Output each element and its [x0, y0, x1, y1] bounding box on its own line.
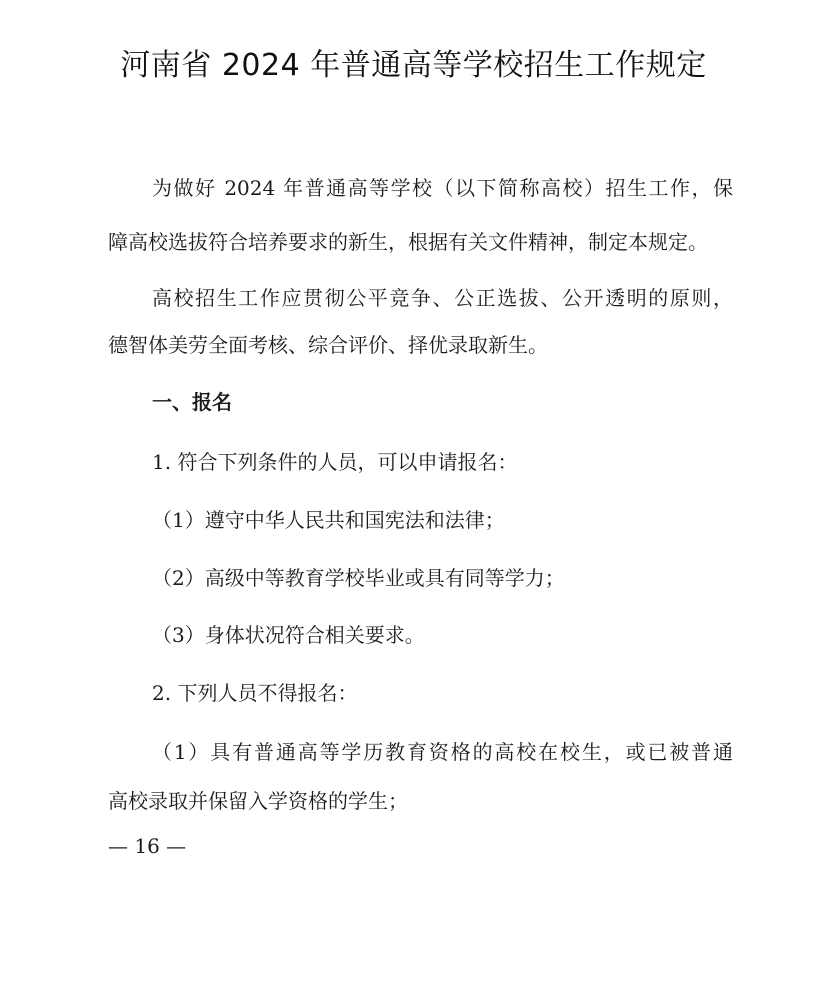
intro-line-1: 为做好 2024 年普通高等学校（以下简称高校）招生工作，保 — [152, 176, 733, 200]
page-number: — 16 — — [108, 834, 187, 858]
principle-line-2: 德智体美劳全面考核、综合评价、择优录取新生。 — [108, 333, 548, 357]
intro-line-2: 障高校选拔符合培养要求的新生，根据有关文件精神，制定本规定。 — [108, 230, 708, 254]
condition-item-3: （3）身体状况符合相关要求。 — [152, 623, 425, 647]
exclusion-item: 2. 下列人员不得报名： — [152, 681, 358, 705]
eligibility-item: 1. 符合下列条件的人员，可以申请报名： — [152, 450, 518, 474]
page-title: 河南省 2024 年普通高等学校招生工作规定 — [120, 48, 707, 83]
condition-item-1: （1）遵守中华人民共和国宪法和法律； — [152, 508, 505, 532]
condition-item-2: （2）高级中等教育学校毕业或具有同等学力； — [152, 566, 565, 590]
exclusion-line-1: （1）具有普通高等学历教育资格的高校在校生，或已被普通 — [152, 740, 733, 764]
exclusion-line-2: 高校录取并保留入学资格的学生； — [108, 789, 408, 813]
principle-line-1: 高校招生工作应贯彻公平竞争、公正选拔、公开透明的原则， — [152, 286, 733, 310]
section-heading-registration: 一、报名 — [152, 390, 232, 414]
